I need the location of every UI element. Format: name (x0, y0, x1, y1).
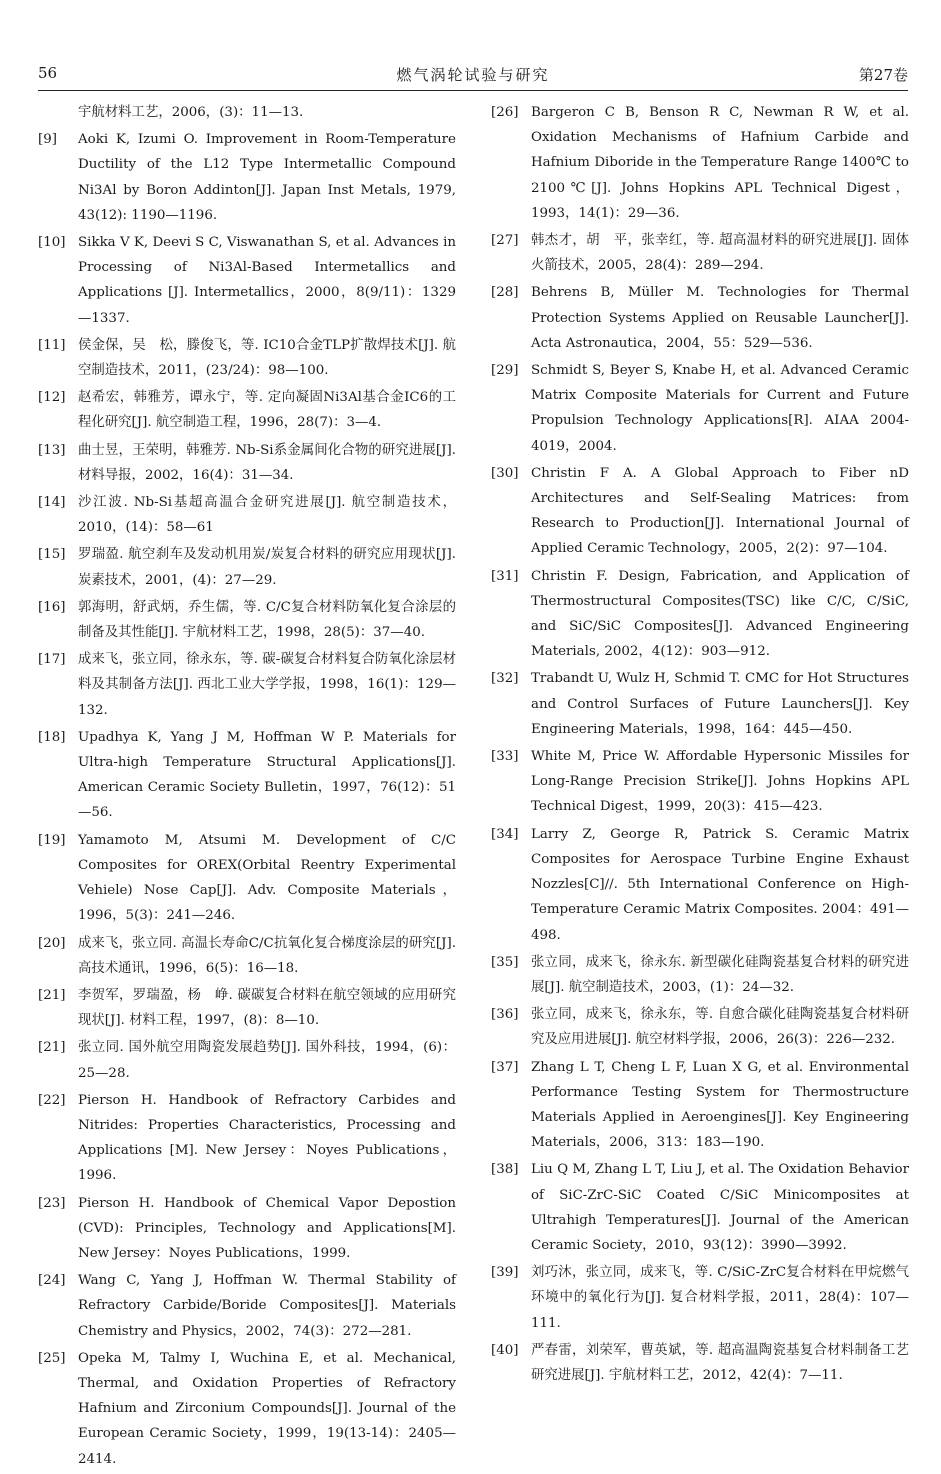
reference-text: Behrens B, Müller M. Technologies for Thermal Protection Systems Applied on Reusable Launcher[J]. Acta Astronautica，2004，55：529—536. (531, 285, 909, 351)
reference-entry (491, 1157, 909, 1258)
reference-number: [28] (491, 285, 519, 301)
reference-number: [17] (38, 652, 66, 668)
reference-entry (38, 542, 456, 592)
reference-number: [19] (38, 832, 66, 848)
reference-text: 赵希宏，韩雅芳，谭永宁，等. 定向凝固Ni3Al基合金IC6的工程化研究[J]. 航空制造工程，1996，28(7)：3—4. (78, 390, 456, 431)
reference-number: [14] (38, 495, 66, 511)
reference-number: [24] (38, 1273, 66, 1289)
reference-entry (491, 564, 909, 665)
reference-text: Christin F A. A Global Approach to Fiber nD Architectures and Self-Sealing Matrices: from Research to Production[J]. International Journal of Applied Ceramic Technology，2005，2(2)：97—104. (531, 465, 909, 557)
reference-text: Sikka V K, Deevi S C, Viswanathan S, et al. Advances in Processing of Ni3Al-Based Intermetallics and Applications [J]. Intermetallics，2000，8(9/11)：1329—1337. (78, 235, 456, 326)
page-number: 56 (38, 64, 58, 82)
reference-number: [32] (491, 671, 519, 687)
reference-entry (38, 490, 456, 540)
reference-number: [21] (38, 987, 66, 1003)
reference-entry (38, 127, 456, 228)
reference-number: [39] (491, 1265, 519, 1281)
reference-number: [37] (491, 1059, 519, 1075)
reference-entry (38, 983, 456, 1033)
reference-entry (38, 230, 456, 331)
reference-text: Wang C, Yang J, Hoffman W. Thermal Stability of Refractory Carbide/Boride Composites[J]. Materials Chemistry and Physics，2002，74(3)：272—281. (78, 1273, 456, 1339)
reference-number: [29] (491, 363, 519, 379)
reference-number: [15] (38, 547, 66, 563)
reference-entry (491, 950, 909, 1000)
reference-entry (491, 822, 909, 948)
reference-number: [26] (491, 105, 519, 120)
reference-number: [11] (38, 337, 66, 353)
reference-text: 成来飞，张立同，徐永东，等. 碳-碳复合材料复合防氧化涂层材料及其制备方法[J]. 西北工业大学学报，1998，16(1)：129—132. (78, 652, 456, 718)
reference-text: 侯金保，吴 松，滕俊飞，等. IC10合金TLP扩散焊技术[J]. 航空制造技术，2011，(23/24)：98—100. (78, 337, 456, 379)
reference-entry (38, 1088, 456, 1189)
reference-text: Pierson H. Handbook of Refractory Carbides and Nitrides: Properties Characteristics, Processing and Applications [M]. New Jersey：Noyes Publications，1996. (78, 1092, 456, 1184)
reference-entry (491, 228, 909, 278)
reference-number: [34] (491, 826, 519, 842)
reference-text: 曲士昱，王荣明，韩雅芳. Nb-Si系金属间化合物的研究进展[J]. 材料导报，2002，16(4)：31—34. (78, 442, 456, 483)
reference-text: Zhang L T, Cheng L F, Luan X G, et al. Environmental Performance Testing System for Thermostructure Materials Applied in Aeroengines[J]. Key Engineering Materials，2006，313：183—190. (531, 1059, 909, 1151)
reference-text: Liu Q M, Zhang L T, Liu J, et al. The Oxidation Behavior of SiC-ZrC-SiC Coated C/SiC Minicomposites at Ultrahigh Temperatures[J]. Journal of the American Ceramic Society，2010，93(12)：3990—3992. (531, 1162, 909, 1253)
reference-number: [35] (491, 954, 519, 970)
reference-number: [27] (491, 233, 519, 249)
reference-text: Schmidt S, Beyer S, Knabe H, et al. Advanced Ceramic Matrix Composite Materials for Current and Future Propulsion Technology Applications[R]. AIAA 2004-4019，2004. (531, 363, 909, 454)
reference-text: Larry Z, George R, Patrick S. Ceramic Matrix Composites for Aerospace Turbine Engine Exhaust Nozzles[C]//. 5th International Conference on High-Temperature Ceramic Matrix Composites. 2004：491—498. (531, 826, 909, 943)
reference-entry (38, 438, 456, 488)
reference-text: 李贺军，罗瑞盈，杨 峥. 碳碳复合材料在航空领域的应用研究现状[J]. 材料工程，1997，(8)：8—10. (78, 987, 456, 1029)
reference-entry (38, 828, 456, 929)
reference-entry (38, 100, 456, 125)
reference-number: [16] (38, 599, 66, 615)
reference-text: Trabandt U, Wulz H, Schmid T. CMC for Hot Structures and Control Surfaces of Future Launchers[J]. Key Engineering Materials，1998，164：445—450. (531, 671, 909, 737)
reference-entry (38, 1346, 456, 1472)
reference-entry (491, 1002, 909, 1052)
reference-text: 韩杰才，胡 平，张幸红，等. 超高温材料的研究进展[J]. 固体火箭技术，2005，28(4)：289—294. (531, 233, 909, 274)
reference-number: [33] (491, 749, 519, 765)
journal-title: 燃气涡轮试验与研究 (396, 66, 550, 84)
reference-text: Opeka M, Talmy I, Wuchina E, et al. Mechanical, Thermal, and Oxidation Properties of Refractory Hafnium and Zirconium Compounds[J]. Journal of the European Ceramic Society，1999，19(13-14)：2405—2414. (78, 1350, 456, 1467)
reference-entry (38, 333, 456, 383)
reference-number: [18] (38, 729, 66, 745)
reference-number: [22] (38, 1092, 66, 1108)
reference-text: 成来飞，张立同. 高温长寿命C/C抗氧化复合梯度涂层的研究[J]. 高技术通讯，1996，6(5)：16—18. (78, 935, 456, 976)
reference-number: [31] (491, 568, 519, 584)
reference-entry (491, 1055, 909, 1156)
reference-text: Bargeron C B, Benson R C, Newman R W, et al. Oxidation Mechanisms of Hafnium Carbide and Hafnium Diboride in the Temperature Range 1400℃ to 2100℃[J]. Johns Hopkins APL Technical Digest，1993，14(1)：29—36. (531, 105, 909, 221)
reference-entry (491, 666, 909, 742)
reference-text: Upadhya K, Yang J M, Hoffman W P. Materials for Ultra-high Temperature Structural Applications[J]. American Ceramic Society Bulletin，1997，76(12)：51—56. (78, 729, 456, 821)
reference-number: [12] (38, 390, 66, 406)
reference-text: 罗瑞盈. 航空刹车及发动机用炭/炭复合材料的研究应用现状[J]. 炭素技术，2001，(4)：27—29. (78, 547, 456, 588)
reference-number: [38] (491, 1162, 519, 1178)
reference-entry (491, 1260, 909, 1336)
reference-text: Aoki K, Izumi O. Improvement in Room-Temperature Ductility of the L12 Type Intermetallic Compound Ni3Al by Boron Addinton[J]. Japan Inst Metals, 1979, 43(12): 1190—1196. (78, 132, 456, 223)
reference-entry (38, 385, 456, 435)
header-rule (38, 90, 908, 91)
reference-entry (38, 595, 456, 645)
reference-number: [25] (38, 1350, 66, 1366)
reference-text: 郭海明，舒武炳，乔生儒，等. C/C复合材料防氧化复合涂层的制备及其性能[J]. 宇航材料工艺，1998，28(5)：37—40. (78, 599, 456, 641)
reference-text: 沙江波. Nb-Si基超高温合金研究进展[J]. 航空制造技术，2010，(14)：58—61 (78, 495, 456, 536)
reference-entry (491, 358, 909, 459)
reference-text: White M, Price W. Affordable Hypersonic Missiles for Long-Range Precision Strike[J]. Johns Hopkins APL Technical Digest，1999，20(3)：415—423. (531, 749, 909, 815)
reference-text: Pierson H. Handbook of Chemical Vapor Depostion (CVD): Principles, Technology and Applications[M]. New Jersey：Noyes Publications，1999. (78, 1195, 456, 1261)
reference-column-right (491, 100, 909, 1390)
reference-text: Yamamoto M, Atsumi M. Development of C/C Composites for OREX(Orbital Reentry Experimental Vehiele) Nose Cap[J]. Adv. Composite Materials，1996，5(3)：241—246. (78, 832, 456, 924)
reference-column-left (38, 100, 456, 1474)
reference-entry (38, 1268, 456, 1344)
reference-number: [20] (38, 935, 66, 951)
reference-text: 宇航材料工艺，2006，(3)：11—13. (78, 105, 304, 120)
reference-entry (491, 744, 909, 820)
reference-text: 张立同. 国外航空用陶瓷发展趋势[J]. 国外科技，1994，(6)：25—28. (78, 1040, 456, 1081)
reference-number: [9] (38, 132, 57, 148)
reference-number: [40] (491, 1342, 519, 1358)
reference-text: 严春雷，刘荣军，曹英斌，等. 超高温陶瓷基复合材料制备工艺研究进展[J]. 宇航材料工艺，2012，42(4)：7—11. (531, 1342, 909, 1383)
page-header (38, 64, 908, 86)
reference-text: 张立同，成来飞，徐永东. 新型碳化硅陶瓷基复合材料的研究进展[J]. 航空制造技术，2003，(1)：24—32. (531, 954, 909, 995)
reference-entry (38, 647, 456, 723)
reference-entry (491, 280, 909, 356)
reference-number: [21] (38, 1040, 66, 1056)
reference-entry (491, 100, 909, 226)
reference-entry (491, 461, 909, 562)
reference-text: 刘巧沐，张立同，成来飞，等. C/SiC-ZrC复合材料在甲烷燃气环境中的氧化行为[J]. 复合材料学报，2011，28(4)：107—111. (531, 1265, 909, 1331)
reference-number: [13] (38, 442, 66, 458)
reference-number: [30] (491, 465, 519, 481)
reference-entry (38, 1035, 456, 1085)
reference-number: [10] (38, 235, 66, 251)
reference-number: [23] (38, 1195, 66, 1211)
reference-text: Christin F. Design, Fabrication, and Application of Thermostructural Composites(TSC) like C/C, C/SiC, and SiC/SiC Composites[J]. Advanced Engineering Materials, 2002，4(12)：903—912. (531, 568, 909, 660)
reference-entry (38, 1191, 456, 1267)
volume-label: 第27卷 (858, 66, 908, 84)
reference-entry (38, 725, 456, 826)
reference-text: 张立同，成来飞，徐永东，等. 自愈合碳化硅陶瓷基复合材料研究及应用进展[J]. 航空材料学报，2006，26(3)：226—232. (531, 1007, 909, 1048)
reference-entry (38, 931, 456, 981)
reference-number: [36] (491, 1007, 519, 1023)
